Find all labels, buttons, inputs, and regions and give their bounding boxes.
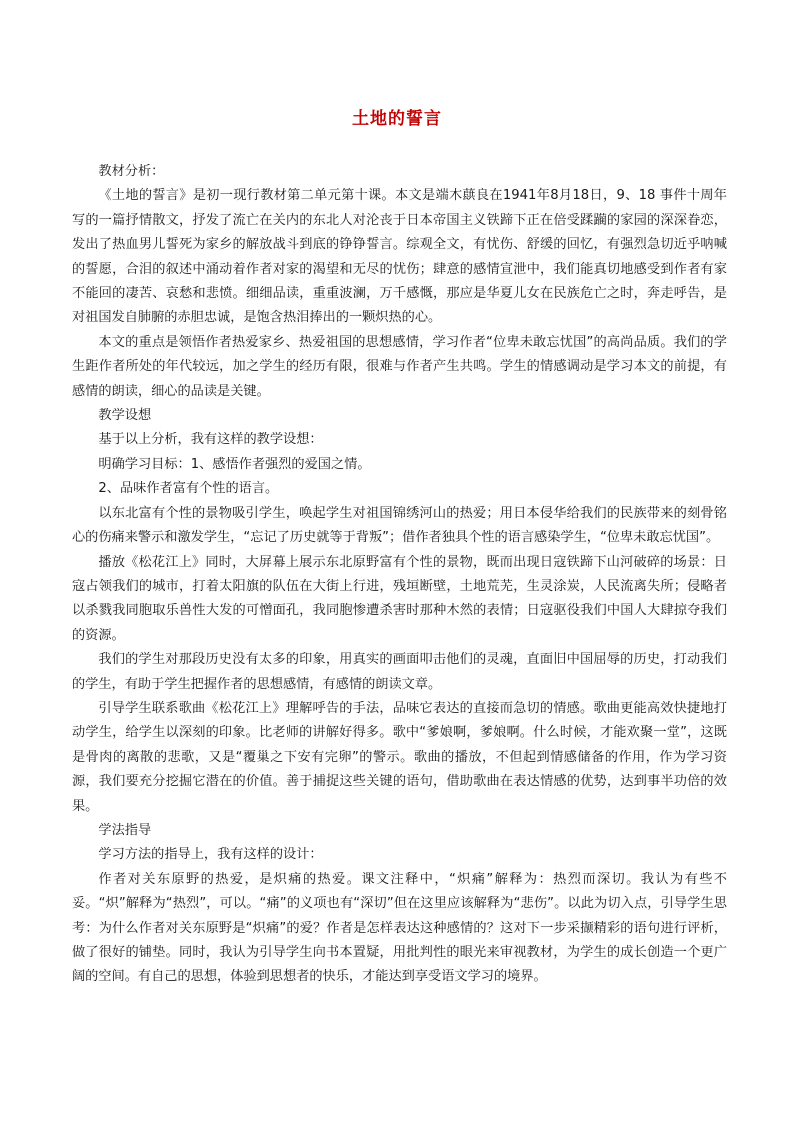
paragraph: 播放《松花江上》同时，大屏幕上展示东北原野富有个性的景物，既而出现日寇铁蹄下山河破碎的场景：日寇占领我们的城市，打着太阳旗的队伍在大街上行进，残垣断壁，土地荒芜，生灵涂炭，人民流离失所；侵略者以杀戮我同胞取乐兽性大发的可憎面孔，我同胞惨遭杀害时那种木然的表情；日寇驱役我们中国人大肆掠夺我们的资源。 xyxy=(72,554,727,643)
document-title: 土地的誓言 xyxy=(352,109,442,129)
paragraph: 基于以上分析，我有这样的教学设想： xyxy=(98,432,323,448)
paragraph: 我们的学生对那段历史没有太多的印象，用真实的画面叩击他们的灵魂，直面旧中国屈辱的历史，打动我们的学生，有助于学生把握作者的思想感情，有感情的朗读文章。 xyxy=(72,652,727,692)
paragraph: 以东北富有个性的景物吸引学生，唤起学生对祖国锦绣河山的热爱；用日本侵华给我们的民族带来的刻骨铭心的伤痛来警示和激发学生，“忘记了历史就等于背叛”；借作者独具个性的语言感染学生，“位卑未敢忘忧国”。 xyxy=(72,505,727,546)
paragraph: 学习方法的指导上，我有这样的设计： xyxy=(98,847,323,863)
document-body xyxy=(72,160,727,990)
paragraph: 2、品味作者富有个性的语言。 xyxy=(98,481,279,497)
paragraph-heading-design: 教学设想 xyxy=(98,408,152,424)
paragraph-heading-method: 学法指导 xyxy=(98,822,152,838)
paragraph: 作者对关东原野的热爱，是炽痛的热爱。课文注释中，“炽痛”解释为：热烈而深切。我认为有些不妥。“炽”解释为“热烈”，可以。“痛”的义项也有“深切”但在这里应该解释为“悲伤”。以此为切入点，引导学生思考：为什么作者对关东原野是“炽痛”的爱？作者是怎样表达这种感情的？这对下一步采撷精彩的语句进行评析，做了很好的铺垫。同时，我认为引导学生向书本置疑，用批判性的眼光来审视教材，为学生的成长创造一个更广阔的空间。有自己的思想，体验到思想者的快乐，才能达到享受语文学习的境界。 xyxy=(72,871,727,985)
paragraph: 《土地的誓言》是初一现行教材第二单元第十课。本文是端木蕻良在1941年8月18日，9、18 事件十周年写的一篇抒情散文，抒发了流亡在关内的东北人对沦丧于日本帝国主义铁蹄下正在倍受蹂躏的家园的深深眷恋，发出了热血男儿誓死为家乡的解放战斗到底的铮铮誓言。综观全文，有忧伤、舒缓的回忆，有强烈急切近乎呐喊的誓愿，合泪的叙述中涌动着作者对家的渴望和无尽的忧伤；肆意的感情宣泄中，我们能真切地感受到作者有家不能回的凄苦、哀愁和悲愤。细细品读，重重波澜，万千感慨，那应是华夏儿女在民族危亡之时，奔走呼告，是对祖国发自肺腑的赤胆忠诚，是饱含热泪捧出的一颗炽热的心。 xyxy=(72,188,727,326)
paragraph: 本文的重点是领悟作者热爱家乡、热爱祖国的思想感情，学习作者“位卑未敢忘忧国”的高尚品质。我们的学生距作者所处的年代较远，加之学生的经历有限，很难与作者产生共鸣。学生的情感调动是学习本文的前提，有感情的朗读，细心的品读是关键。 xyxy=(72,334,727,399)
paragraph-heading-analysis: 教材分析： xyxy=(98,164,165,179)
paragraph: 明确学习目标：1、感悟作者强烈的爱国之情。 xyxy=(98,456,371,472)
paragraph: 引导学生联系歌曲《松花江上》理解呼告的手法，品味它表达的直接而急切的情感。歌曲更能高效快捷地打动学生，给学生以深刻的印象。比老师的讲解好得多。歌中“爹娘啊，爹娘啊。什么时候，才能欢聚一堂”，这既是骨肉的离散的悲歌，又是“覆巢之下安有完卵”的警示。歌曲的播放，不但起到情感储备的作用，作为学习资源，我们要充分挖掘它潜在的价值。善于捕捉这些关键的语句，借助歌曲在表达情感的优势，达到事半功倍的效果。 xyxy=(72,700,727,814)
